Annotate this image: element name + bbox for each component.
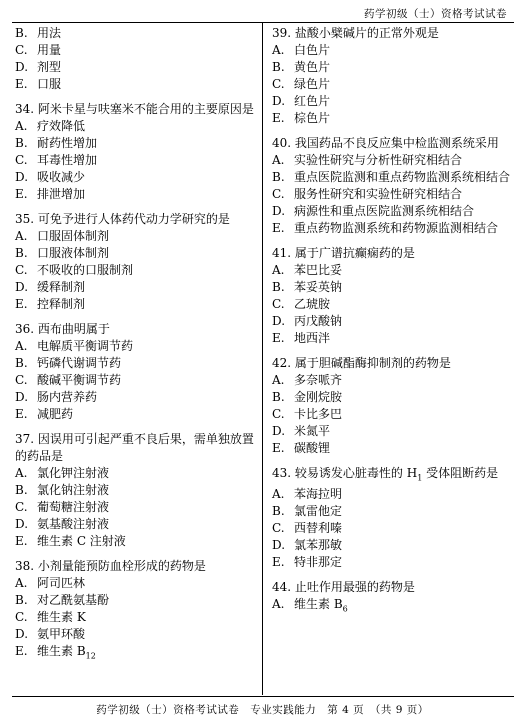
option-text: 苯巴比妥 bbox=[294, 263, 343, 277]
option-text: 缓释制剂 bbox=[37, 280, 86, 294]
option-text: 减肥药 bbox=[37, 407, 74, 421]
answer-option: E. 维生素 $B_{12}$ bbox=[15, 644, 96, 661]
option-letter: C. bbox=[15, 263, 28, 277]
option-letter: A. bbox=[15, 576, 28, 590]
option-letter: A. bbox=[272, 43, 285, 57]
option-text: 酸碱平衡调节药 bbox=[37, 373, 122, 387]
question-stem: 38. 小剂量能预防血栓形成的药物是 bbox=[15, 559, 206, 573]
option-letter: A. bbox=[15, 466, 28, 480]
answer-option bbox=[15, 609, 255, 626]
option-letter: C. bbox=[272, 187, 285, 201]
right-column bbox=[272, 25, 512, 626]
question-stem: 39. 盐酸小檗碱片的正常外观是 bbox=[272, 26, 439, 40]
option-text: 用量 bbox=[37, 43, 62, 57]
option-letter: C. bbox=[15, 153, 28, 167]
option-text: 对乙酰氨基酚 bbox=[37, 593, 110, 607]
option-letter: A. bbox=[272, 487, 285, 502]
option-text: 吸收减少 bbox=[37, 170, 86, 184]
question-block bbox=[15, 431, 255, 550]
question-block bbox=[272, 465, 512, 571]
option-letter: D. bbox=[15, 170, 29, 184]
option-text: 多奈哌齐 bbox=[294, 373, 343, 387]
option-letter: D. bbox=[15, 390, 29, 404]
answer-option bbox=[272, 152, 512, 169]
question-block bbox=[15, 211, 255, 313]
option-letter: D. bbox=[15, 517, 29, 531]
answer-option bbox=[272, 389, 512, 406]
answer-option bbox=[15, 262, 255, 279]
question-block bbox=[15, 558, 255, 664]
left-column bbox=[15, 25, 255, 672]
answer-option bbox=[15, 279, 255, 296]
option-text: 丙戊酸钠 bbox=[294, 314, 343, 328]
option-letter: E. bbox=[15, 187, 28, 201]
option-text: 阿司匹林 bbox=[37, 576, 86, 590]
answer-option bbox=[272, 296, 512, 313]
option-letter: D. bbox=[272, 204, 286, 218]
option-text: 米氮平 bbox=[294, 424, 331, 438]
option-letter: E. bbox=[272, 441, 285, 455]
option-letter: C. bbox=[272, 521, 285, 536]
question-stem: 35. 可免予进行人体药代动力学研究的是 bbox=[15, 212, 230, 226]
option-text: 苯海拉明 bbox=[294, 487, 343, 502]
question-stem: 42. 属于胆碱酯酶抑制剂的药物是 bbox=[272, 356, 451, 370]
option-letter: B. bbox=[272, 390, 285, 404]
answer-option bbox=[15, 135, 255, 152]
option-letter: E. bbox=[15, 77, 28, 91]
option-letter: A. bbox=[272, 153, 285, 167]
option-text: 绿色片 bbox=[294, 77, 331, 91]
option-letter: E. bbox=[272, 221, 285, 235]
answer-option bbox=[272, 110, 512, 127]
option-text: 耳毒性增加 bbox=[37, 153, 98, 167]
answer-option bbox=[272, 262, 512, 279]
option-text: 钙磷代谢调节药 bbox=[37, 356, 122, 370]
option-letter: A. bbox=[15, 339, 28, 353]
answer-option: A. 维生素 $B_6$ bbox=[272, 597, 348, 614]
option-letter: E. bbox=[15, 644, 28, 658]
answer-option bbox=[272, 486, 512, 503]
option-text: 重点医院监测和重点药物监测系统相结合 bbox=[294, 170, 511, 184]
option-letter: A. bbox=[272, 263, 285, 277]
answer-option bbox=[15, 169, 255, 186]
option-letter: C. bbox=[272, 297, 285, 311]
answer-option bbox=[15, 355, 255, 372]
option-letter: D. bbox=[15, 280, 29, 294]
option-letter: E. bbox=[272, 111, 285, 125]
option-text: 病源性和重点医院监测系统相结合 bbox=[294, 204, 475, 218]
answer-option bbox=[15, 25, 255, 42]
answer-option bbox=[272, 313, 512, 330]
option-letter: B. bbox=[15, 356, 28, 370]
answer-option bbox=[272, 330, 512, 347]
option-text: 用法 bbox=[37, 26, 62, 40]
question-stem: 40. 我国药品不良反应集中检监测系统采用 bbox=[272, 136, 499, 150]
option-text: 氨甲环酸 bbox=[37, 627, 86, 641]
answer-option bbox=[272, 423, 512, 440]
answer-option bbox=[15, 186, 255, 203]
option-text: 葡萄糖注射液 bbox=[37, 500, 110, 514]
answer-option bbox=[15, 228, 255, 245]
option-text: 服务性研究和实验性研究相结合 bbox=[294, 187, 463, 201]
answer-option bbox=[15, 296, 255, 313]
answer-option bbox=[15, 516, 255, 533]
option-letter: E. bbox=[15, 407, 28, 421]
answer-option bbox=[15, 76, 255, 93]
option-letter: B. bbox=[15, 136, 28, 150]
option-letter: E. bbox=[272, 555, 285, 570]
option-letter: D. bbox=[272, 314, 286, 328]
option-text: 维生素 B bbox=[294, 597, 343, 612]
option-text: 重点药物监测系统和药物源监测相结合 bbox=[294, 221, 499, 235]
answer-option bbox=[15, 338, 255, 355]
option-letter: A. bbox=[15, 119, 28, 133]
answer-option bbox=[272, 537, 512, 554]
option-letter: B. bbox=[272, 280, 285, 294]
answer-option bbox=[272, 203, 512, 220]
column-divider bbox=[262, 22, 263, 695]
option-text: 实验性研究与分析性研究相结合 bbox=[294, 153, 463, 167]
answer-option bbox=[15, 482, 255, 499]
answer-option bbox=[15, 533, 255, 550]
option-text: 氯化钠注射液 bbox=[37, 483, 110, 497]
option-text: 黄色片 bbox=[294, 60, 331, 74]
option-letter: B. bbox=[272, 60, 285, 74]
answer-option bbox=[272, 440, 512, 457]
option-text: 红色片 bbox=[294, 94, 331, 108]
option-text: 不吸收的口服制剂 bbox=[37, 263, 134, 277]
option-letter: C. bbox=[272, 77, 285, 91]
question-block bbox=[272, 355, 512, 457]
option-text: 白色片 bbox=[294, 43, 331, 57]
option-letter: B. bbox=[15, 593, 28, 607]
answer-option bbox=[15, 389, 255, 406]
answer-option bbox=[272, 220, 512, 237]
answer-option bbox=[272, 372, 512, 389]
option-text: 氯苯那敏 bbox=[294, 538, 343, 553]
option-text: 棕色片 bbox=[294, 111, 331, 125]
option-text: 氯化钾注射液 bbox=[37, 466, 110, 480]
answer-option bbox=[15, 152, 255, 169]
option-letter: E. bbox=[15, 297, 28, 311]
answer-option bbox=[15, 499, 255, 516]
answer-option bbox=[15, 42, 255, 59]
option-text: 口服液体制剂 bbox=[37, 246, 110, 260]
page-footer: 药学初级（士）资格考试试卷 专业实践能力 第 4 页 （共 9 页） bbox=[96, 704, 429, 716]
answer-option bbox=[15, 118, 255, 135]
option-text: 金刚烷胺 bbox=[294, 390, 343, 404]
answer-option bbox=[272, 93, 512, 110]
option-letter: E. bbox=[272, 331, 285, 345]
option-text: 卡比多巴 bbox=[294, 407, 343, 421]
option-text: 电解质平衡调节药 bbox=[37, 339, 134, 353]
answer-option bbox=[15, 575, 255, 592]
option-letter: D. bbox=[272, 94, 286, 108]
option-letter: D. bbox=[15, 60, 29, 74]
answer-option bbox=[15, 59, 255, 76]
option-text: 耐药性增加 bbox=[37, 136, 98, 150]
option-letter: A. bbox=[272, 597, 285, 612]
answer-option bbox=[272, 186, 512, 203]
option-letter: D. bbox=[15, 627, 29, 641]
answer-option bbox=[272, 169, 512, 186]
question-block bbox=[272, 25, 512, 127]
answer-option bbox=[272, 554, 512, 571]
option-text: 肠内营养药 bbox=[37, 390, 98, 404]
option-text: 西替利嗪 bbox=[294, 521, 343, 536]
answer-option bbox=[15, 626, 255, 643]
question-block bbox=[272, 245, 512, 347]
option-text: 特非那定 bbox=[294, 555, 343, 570]
answer-option bbox=[272, 279, 512, 296]
option-letter: D. bbox=[272, 424, 286, 438]
option-letter: C. bbox=[15, 610, 28, 624]
question-block bbox=[15, 321, 255, 423]
option-letter: E. bbox=[15, 534, 28, 548]
option-letter: C. bbox=[272, 407, 285, 421]
answer-option bbox=[272, 76, 512, 93]
option-letter: A. bbox=[15, 229, 28, 243]
option-text: 氨基酸注射液 bbox=[37, 517, 110, 531]
option-text: 氯雷他定 bbox=[294, 504, 343, 519]
option-letter: B. bbox=[15, 246, 28, 260]
question-block bbox=[15, 101, 255, 203]
option-text: 控释制剂 bbox=[37, 297, 86, 311]
page-header: 药学初级（士）资格考试试卷 bbox=[364, 8, 507, 20]
option-letter: B. bbox=[15, 483, 28, 497]
question-stem: 36. 西布曲明属于 bbox=[15, 322, 110, 336]
answer-option bbox=[15, 465, 255, 482]
answer-option bbox=[272, 503, 512, 520]
option-text: 口服 bbox=[37, 77, 62, 91]
question-stem: 43. 较易诱发心脏毒性的 $H_1$ 受体阻断药是 bbox=[272, 466, 499, 483]
answer-option bbox=[15, 406, 255, 423]
option-text: 维生素 K bbox=[37, 610, 86, 624]
option-text: 剂型 bbox=[37, 60, 62, 74]
option-text: 碳酸锂 bbox=[294, 441, 331, 455]
option-letter: B. bbox=[15, 26, 28, 40]
option-text: 维生素 B bbox=[37, 644, 86, 658]
option-letter: B. bbox=[272, 504, 285, 519]
question-block bbox=[15, 25, 255, 93]
question-block bbox=[272, 579, 512, 617]
option-text: 乙琥胺 bbox=[294, 297, 331, 311]
answer-option bbox=[272, 520, 512, 537]
question-stem: 37. 因误用可引起严重不良后果，需单独放置的药品是 bbox=[15, 432, 254, 463]
option-text: 排泄增加 bbox=[37, 187, 86, 201]
option-letter: C. bbox=[15, 500, 28, 514]
question-stem: 41. 属于广谱抗癫痫药的是 bbox=[272, 246, 415, 260]
option-text: 苯妥英钠 bbox=[294, 280, 343, 294]
answer-option bbox=[15, 372, 255, 389]
answer-option bbox=[15, 245, 255, 262]
option-letter: D. bbox=[272, 538, 286, 553]
option-text: 疗效降低 bbox=[37, 119, 86, 133]
option-text: 维生素 C 注射液 bbox=[37, 534, 126, 548]
option-text: 地西泮 bbox=[294, 331, 331, 345]
question-stem: 34. 阿米卡星与呋塞米不能合用的主要原因是 bbox=[15, 102, 254, 116]
question-block bbox=[272, 135, 512, 237]
answer-option bbox=[15, 592, 255, 609]
option-letter: B. bbox=[272, 170, 285, 184]
question-stem: 44. 止吐作用最强的药物是 bbox=[272, 580, 415, 595]
option-text: 口服固体制剂 bbox=[37, 229, 110, 243]
answer-option bbox=[272, 59, 512, 76]
option-letter: A. bbox=[272, 373, 285, 387]
answer-option bbox=[272, 406, 512, 423]
answer-option bbox=[272, 42, 512, 59]
option-letter: C. bbox=[15, 43, 28, 57]
option-letter: C. bbox=[15, 373, 28, 387]
